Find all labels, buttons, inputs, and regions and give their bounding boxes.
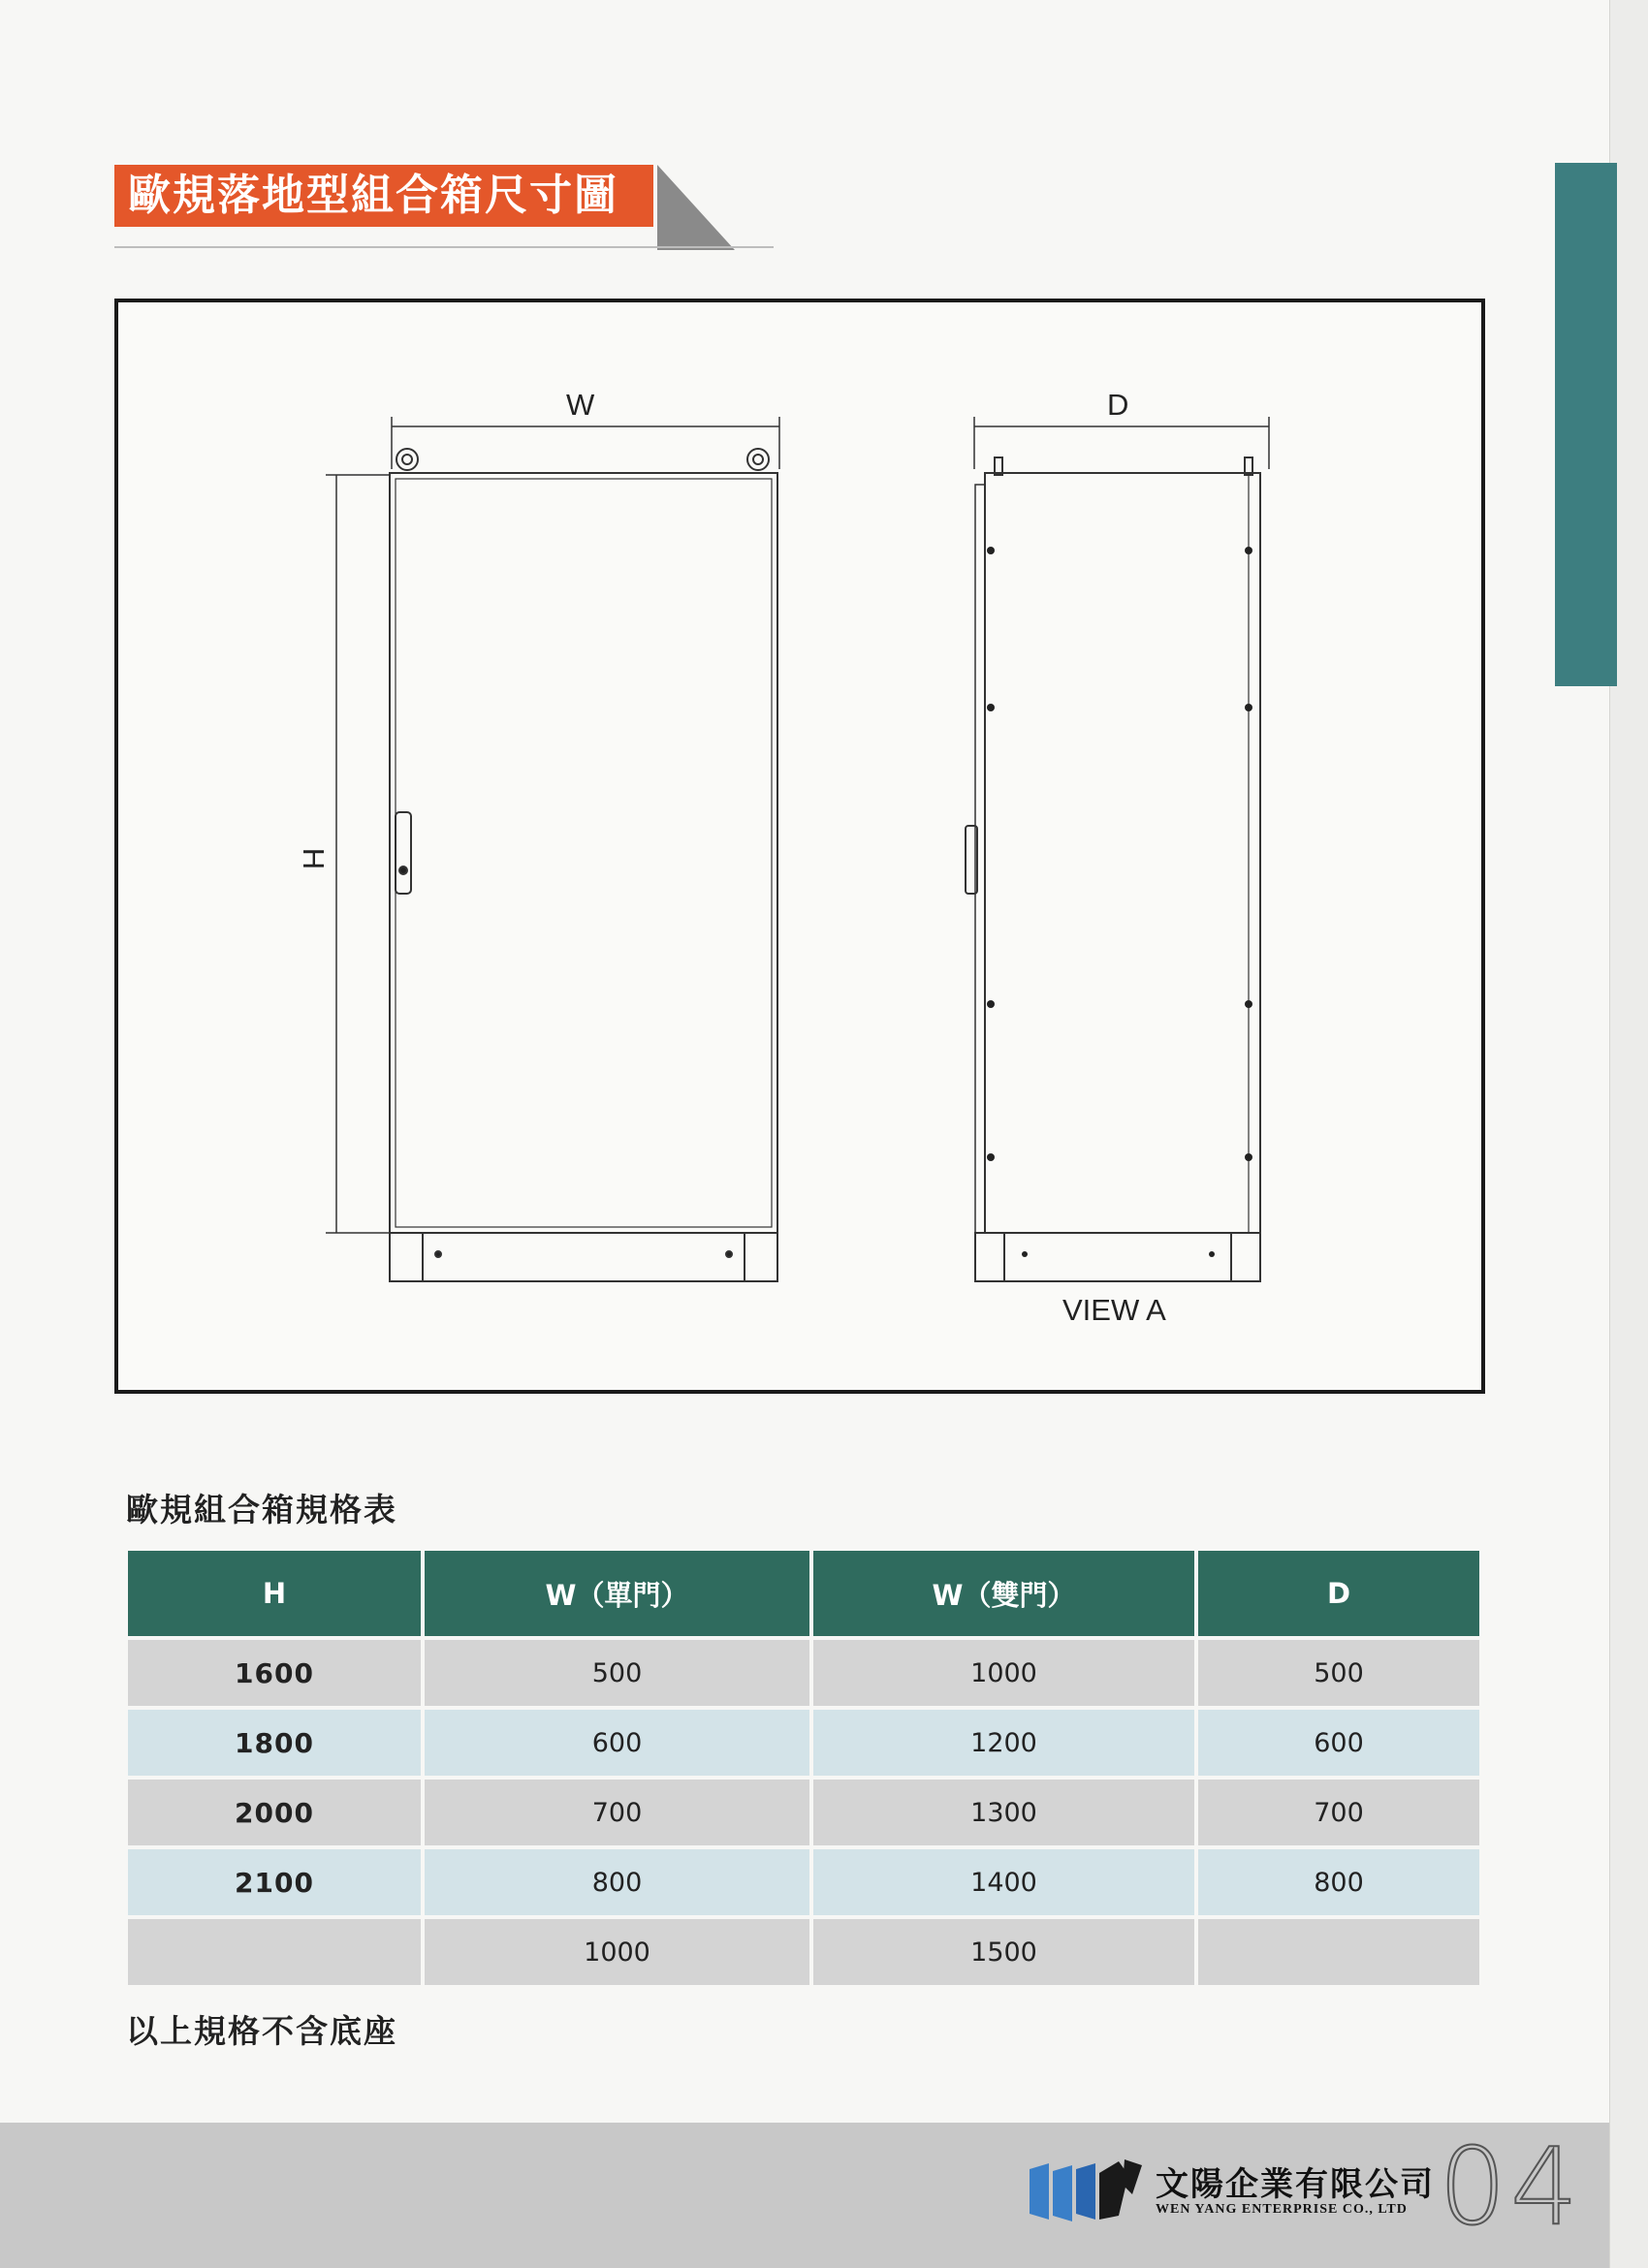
cell-w-double: 1000 — [813, 1640, 1194, 1706]
table-row — [128, 1640, 1479, 1706]
cell-d: 600 — [1198, 1710, 1479, 1776]
title-accent-triangle — [657, 165, 735, 250]
table-row — [128, 1919, 1479, 1985]
table-header-row — [128, 1551, 1479, 1636]
cell-d: 700 — [1198, 1780, 1479, 1845]
spec-table — [124, 1547, 1483, 1989]
cell-w-double: 1200 — [813, 1710, 1194, 1776]
cell-w-single: 500 — [425, 1640, 809, 1706]
title-underline — [114, 246, 774, 248]
depth-label: D — [1107, 388, 1129, 422]
view-a-label: VIEW A — [1062, 1293, 1166, 1327]
company-name-zh: 文陽企業有限公司 — [1156, 2165, 1435, 2204]
cell-w-single: 1000 — [425, 1919, 809, 1985]
cabinet-base — [390, 1233, 777, 1281]
cabinet-drawing — [118, 302, 1481, 1390]
cell-h: 2000 — [128, 1780, 421, 1845]
page-number: 04 — [1439, 2125, 1582, 2249]
cell-h: 1800 — [128, 1710, 421, 1776]
cabinet-front-body — [390, 473, 777, 1233]
company-logo-icon — [1028, 2156, 1144, 2225]
cell-h: 1600 — [128, 1640, 421, 1706]
cell-h: 2100 — [128, 1849, 421, 1915]
lifting-eye-left — [396, 449, 418, 470]
height-label: H — [297, 847, 332, 870]
side-base — [975, 1233, 1260, 1281]
cell-w-double: 1300 — [813, 1780, 1194, 1845]
cell-w-double: 1500 — [813, 1919, 1194, 1985]
cell-w-double: 1400 — [813, 1849, 1194, 1915]
section-title: 歐規落地型組合箱尺寸圖 — [114, 165, 653, 227]
table-title: 歐規組合箱規格表 — [126, 1491, 397, 1528]
company-name-en: WEN YANG ENTERPRISE CO., LTD — [1156, 2202, 1408, 2217]
cabinet-side-body — [985, 473, 1260, 1233]
cell-w-single: 600 — [425, 1710, 809, 1776]
cell-d: 800 — [1198, 1849, 1479, 1915]
header-h: H — [128, 1551, 421, 1636]
cell-w-single: 700 — [425, 1780, 809, 1845]
spec-note: 以上規格不含底座 — [126, 2012, 397, 2050]
drawing-frame — [114, 299, 1485, 1394]
width-label: W — [566, 388, 595, 422]
lifting-eye-right — [747, 449, 769, 470]
cell-w-single: 800 — [425, 1849, 809, 1915]
table-row — [128, 1849, 1479, 1915]
door-handle — [396, 812, 411, 894]
cabinet-door — [396, 479, 772, 1227]
header-w-double: W（雙門） — [813, 1551, 1194, 1636]
header-d: D — [1198, 1551, 1479, 1636]
table-row — [128, 1710, 1479, 1776]
table-row — [128, 1780, 1479, 1845]
header-w-single: W（單門） — [425, 1551, 809, 1636]
cell-d — [1198, 1919, 1479, 1985]
cell-h — [128, 1919, 421, 1985]
section-header — [114, 165, 793, 252]
cell-d: 500 — [1198, 1640, 1479, 1706]
chapter-tab — [1555, 163, 1617, 686]
